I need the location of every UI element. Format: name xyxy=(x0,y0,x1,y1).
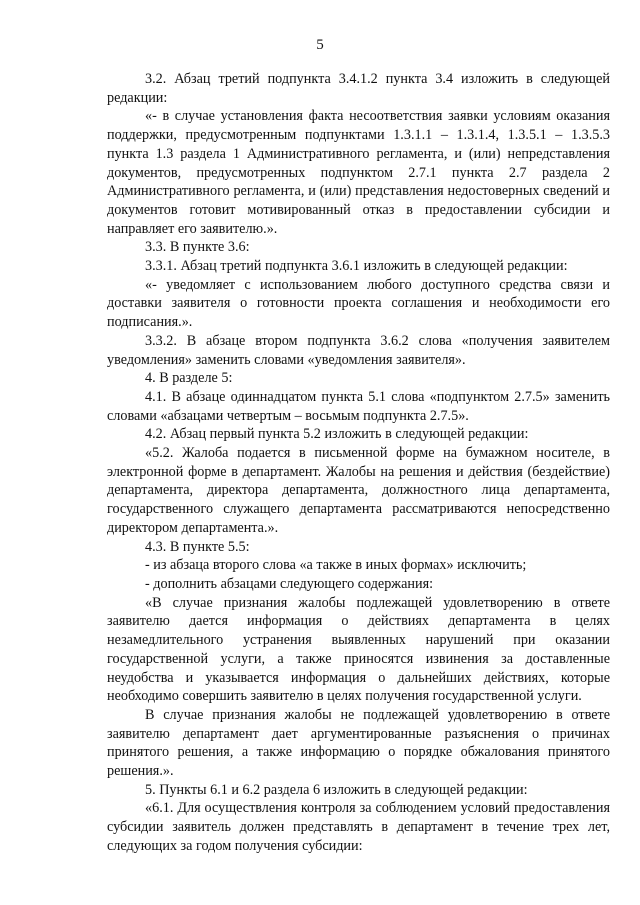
paragraph-4-3-item-1: - из абзаца второго слова «а также в иных формах» исключить; xyxy=(145,557,527,574)
paragraph-3-3: 3.3. В пункте 3.6: xyxy=(145,239,250,256)
paragraph-4: 4. В разделе 5: xyxy=(145,370,233,387)
paragraph-3-3-2: 3.3.2. В абзаце втором подпункта 3.6.2 слова «получения заявителем уведомления» заменить словами «уведомления заявителя». xyxy=(107,332,610,368)
paragraph-3-2: 3.2. Абзац третий подпункта 3.4.1.2 пункта 3.4 изложить в следующей редакции: xyxy=(107,71,610,106)
paragraph-4-3-text-2: В случае признания жалобы не подлежащей удовлетворению в ответе заявителю департамент дает аргументированные разъяснения о причинах принятого решения, а также информацию о порядке обжалования принятого решения.». xyxy=(107,706,610,780)
paragraph-4-1: 4.1. В абзаце одиннадцатом пункта 5.1 слова «подпунктом 2.7.5» заменить словами «абзацами четвертым – восьмым подпункта 2.7.5». xyxy=(107,388,610,424)
paragraph-3-2-text: «- в случае установления факта несоответствия заявки условиям оказания поддержки, предусмотренным подпунктами 1.3.1.1 – 1.3.1.4, 1.3.5.1 – 1.3.5.3 пункта 1.3 раздела 1 Административного регламента, и (или) непредставления документов, предусмотренных подпунктом 2.7.1 пункта 2.7 раздела 2 Административного регламента, и (или) представления недостоверных сведений и документов готовит мотивированный отказ в предоставлении субсидии и направляет его заявителю.». xyxy=(107,108,610,237)
paragraph-4-3-text-1: «В случае признания жалобы подлежащей удовлетворению в ответе заявителю дается информация о действиях департамента в целях незамедлительного устранения выявленных нарушений при оказании государственной услуги, а также приносятся извинения за доставленные неудобства и указывается информация о дальнейших действиях, которые необходимо совершить заявителю в целях получения государственной услуги. xyxy=(107,594,610,705)
paragraph-4-2: 4.2. Абзац первый пункта 5.2 изложить в следующей редакции: xyxy=(145,426,529,443)
paragraph-4-3: 4.3. В пункте 5.5: xyxy=(145,538,250,555)
paragraph-3-3-1: 3.3.1. Абзац третий подпункта 3.6.1 изложить в следующей редакции: xyxy=(145,258,568,275)
paragraph-4-3-item-2: - дополнить абзацами следующего содержания: xyxy=(145,575,434,592)
paragraph-4-2-text: «5.2. Жалоба подается в письменной форме на бумажном носителе, в электронной форме в департамент. Жалобы на решения и действия (бездействие) департамента, директора департамента, должностного лица департамента, государственного служащего департамента рассматриваются непосредственно директором департамента.». xyxy=(107,445,610,536)
paragraph-5: 5. Пункты 6.1 и 6.2 раздела 6 изложить в следующей редакции: xyxy=(145,781,528,798)
page-number: 5 xyxy=(316,37,324,53)
document-body xyxy=(107,70,610,856)
paragraph-6-1: «6.1. Для осуществления контроля за соблюдением условий предоставления субсидии заявитель должен представлять в департамент в течение трех лет, следующих за годом получения субсидии: xyxy=(107,800,610,854)
paragraph-3-3-1-text: «- уведомляет с использованием любого доступного средства связи и доставки заявителя о готовности проекта соглашения и необходимости его подписания.». xyxy=(107,276,610,331)
